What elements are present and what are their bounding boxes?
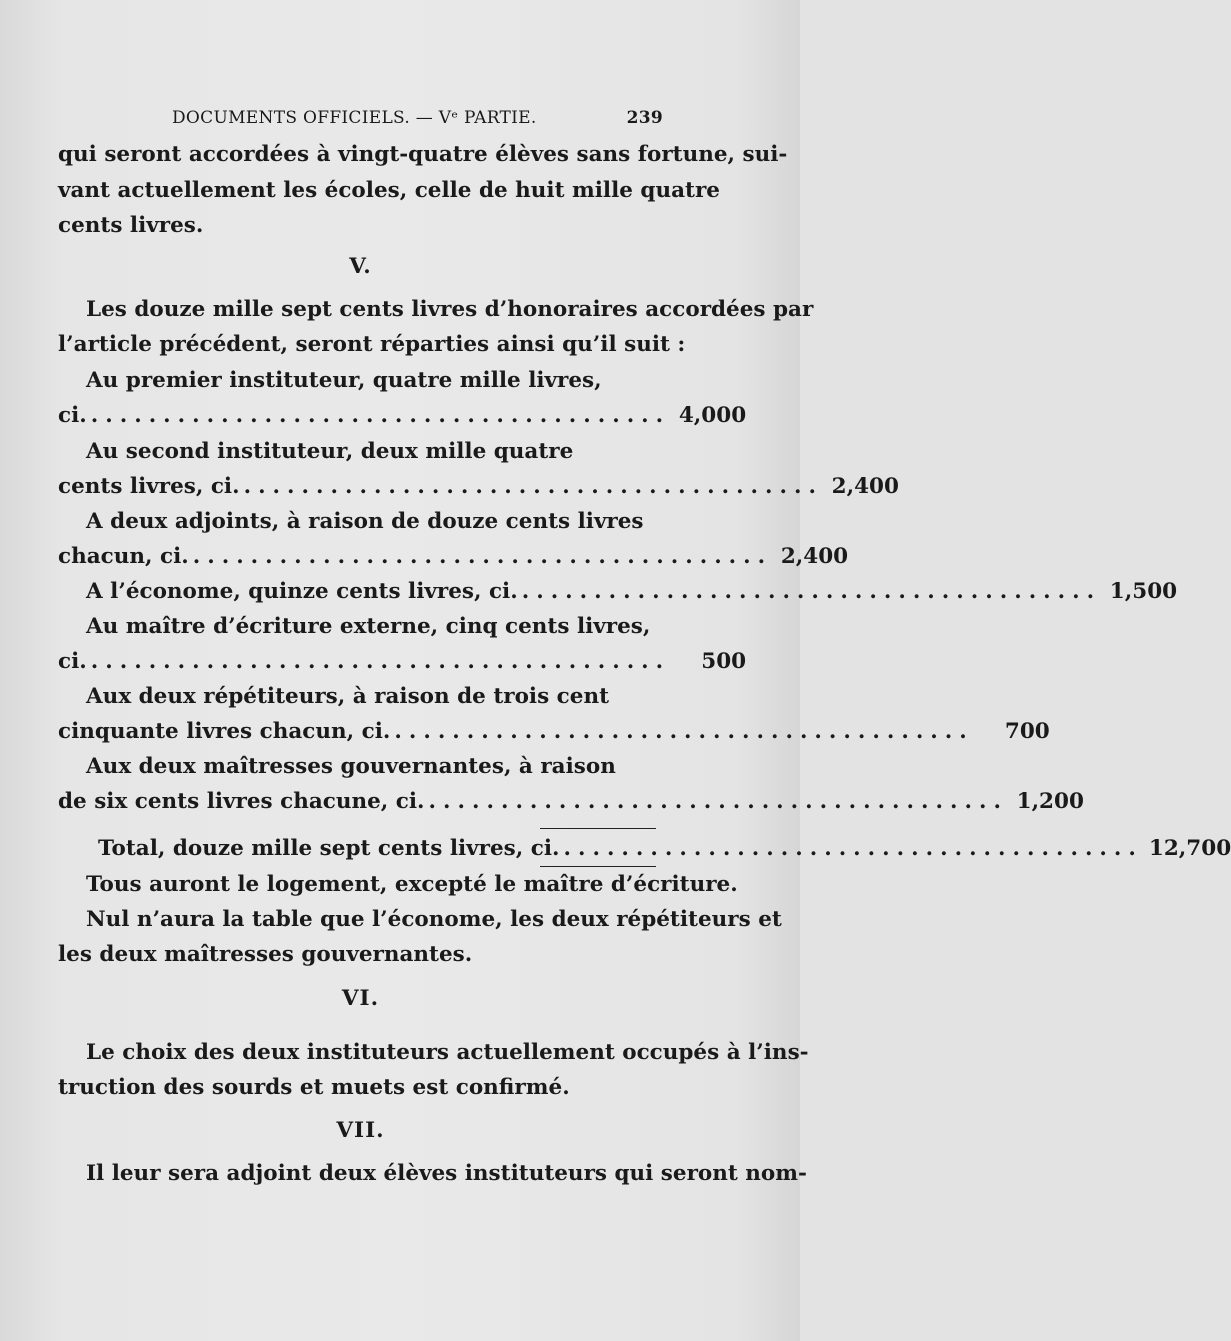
rule-below-total (540, 866, 656, 867)
rule-above-total (540, 828, 656, 829)
amount-value: 500 (701, 649, 747, 674)
amount-value: 2,400 (831, 474, 899, 499)
section-heading-v: V. (349, 254, 372, 279)
dot-leader: ........................................ (192, 544, 773, 569)
amount-row (58, 785, 1084, 819)
total-value: 12,700 (1148, 836, 1231, 861)
dot-leader: ........................................ (90, 649, 671, 674)
entry-line: Au maître d’écriture externe, cinq cents livres, (86, 614, 651, 639)
amount-label: de six cents livres chacune, ci. (58, 789, 425, 814)
amount-value: 700 (1004, 719, 1050, 744)
amount-row (58, 540, 849, 574)
amount-value: 1,200 (1016, 789, 1084, 814)
entry-line: Aux deux répétiteurs, à raison de trois cent (86, 684, 610, 709)
section-heading-vii: VII. (336, 1118, 385, 1143)
amount-value: 1,500 (1109, 579, 1178, 604)
text-line: qui seront accordées à vingt-quatre élèves sans fortune, sui- (58, 142, 788, 167)
amount-label: ci. (58, 649, 87, 674)
page-number: 239 (626, 108, 663, 128)
amount-label: cents livres, ci. (58, 474, 240, 499)
text-line: Le choix des deux instituteurs actuellement occupés à l’ins- (86, 1040, 809, 1065)
amount-value: 2,400 (780, 544, 849, 569)
running-header (58, 108, 663, 134)
amount-label: cinquante livres chacun, ci. (58, 719, 391, 744)
entry-line: Au premier instituteur, quatre mille livres, (86, 368, 602, 393)
text-line: l’article précédent, seront réparties ainsi qu’il suit : (58, 332, 686, 357)
text-line: cents livres. (58, 213, 204, 238)
text-line: Nul n’aura la table que l’économe, les deux répétiteurs et (86, 907, 782, 932)
entry-line: Au second instituteur, deux mille quatre (86, 439, 574, 464)
dot-leader: ........................................ (394, 719, 974, 744)
entry-line: Aux deux maîtresses gouvernantes, à raison (86, 754, 616, 779)
amount-label: A l’économe, quinze cents livres, ci. (86, 579, 518, 604)
amount-row (58, 645, 747, 679)
dot-leader: ........................................ (563, 836, 1143, 861)
text-line: les deux maîtresses gouvernantes. (58, 942, 473, 967)
amount-row (58, 715, 1050, 749)
amount-row (58, 470, 899, 504)
dot-leader: ........................................ (90, 403, 671, 428)
text-line: Il leur sera adjoint deux élèves instituteurs qui seront nom- (86, 1161, 807, 1186)
text-line: Tous auront le logement, excepté le maître d’écriture. (86, 872, 738, 897)
text-line: truction des sourds et muets est confirmé. (58, 1075, 570, 1100)
dot-leader: ........................................ (428, 789, 1008, 814)
entry-line: A deux adjoints, à raison de douze cents livres (86, 509, 644, 534)
dot-leader: ........................................ (521, 579, 1102, 604)
amount-label: ci. (58, 403, 87, 428)
total-label: Total, douze mille sept cents livres, ci. (98, 836, 560, 861)
text-line: vant actuellement les écoles, celle de huit mille quatre (58, 178, 720, 203)
dot-leader: ........................................ (243, 474, 823, 499)
amount-row (86, 575, 1178, 609)
running-title: DOCUMENTS OFFICIELS. — Vᵉ PARTIE. (172, 108, 537, 128)
amount-value: 4,000 (678, 403, 747, 428)
amount-row (58, 399, 747, 433)
total-row (98, 832, 1231, 866)
amount-label: chacun, ci. (58, 544, 189, 569)
section-heading-vi: VI. (341, 986, 380, 1011)
text-line: Les douze mille sept cents livres d’honoraires accordées par (86, 297, 814, 322)
